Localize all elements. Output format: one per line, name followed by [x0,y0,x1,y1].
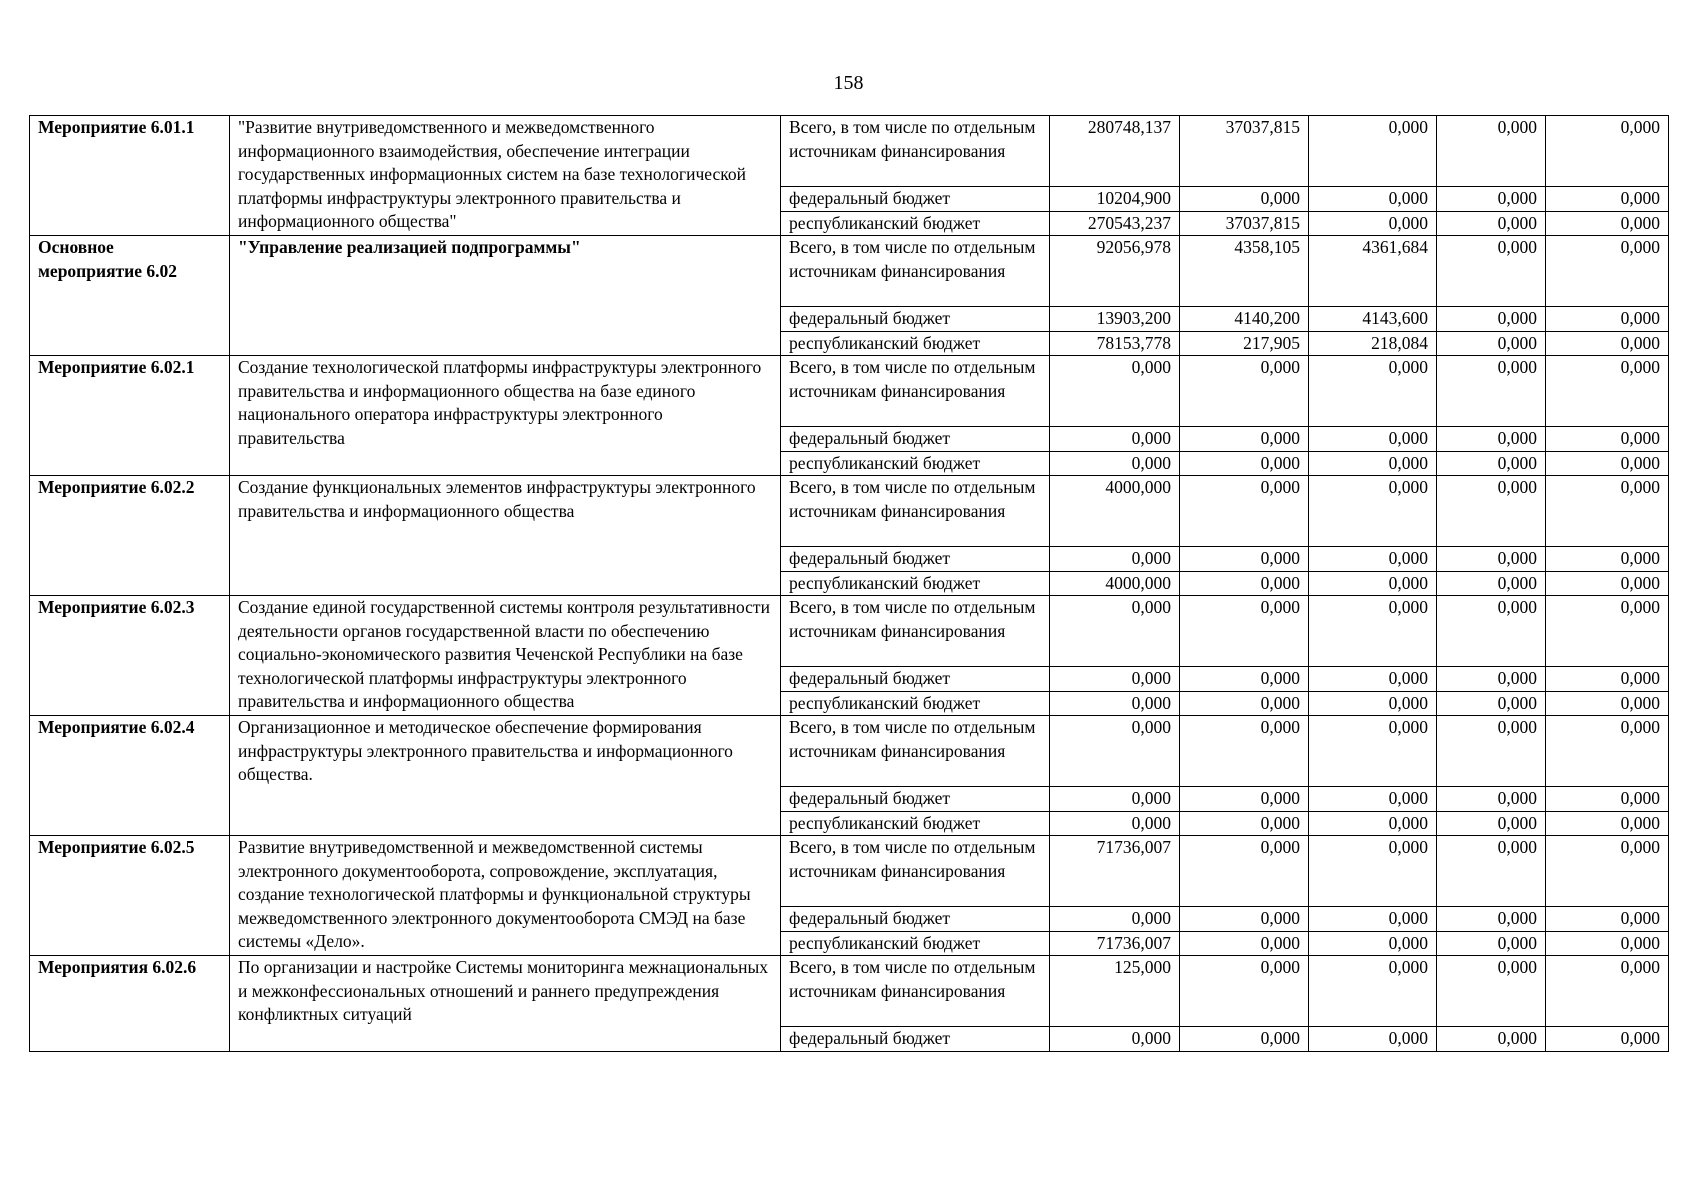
amount-cell: 78153,778 [1050,331,1180,356]
amount-cell: 0,000 [1309,476,1437,547]
funding-source: Всего, в том числе по отдельным источникам финансирования [781,596,1050,667]
amount-cell: 0,000 [1546,331,1669,356]
amount-cell: 0,000 [1050,787,1180,812]
amount-cell: 0,000 [1437,571,1546,596]
funding-source: республиканский бюджет [781,931,1050,956]
amount-cell: 0,000 [1437,547,1546,572]
amount-cell: 0,000 [1309,691,1437,716]
funding-source: республиканский бюджет [781,211,1050,236]
amount-cell: 0,000 [1546,476,1669,547]
amount-cell: 0,000 [1180,836,1309,907]
amount-cell: 0,000 [1050,356,1180,427]
amount-cell: 0,000 [1309,956,1437,1027]
amount-cell: 0,000 [1309,811,1437,836]
amount-cell: 0,000 [1546,211,1669,236]
amount-cell: 0,000 [1437,451,1546,476]
amount-cell: 0,000 [1180,716,1309,787]
amount-cell: 0,000 [1437,356,1546,427]
amount-cell: 0,000 [1309,356,1437,427]
amount-cell: 0,000 [1546,907,1669,932]
funding-source: федеральный бюджет [781,547,1050,572]
table-row [30,836,1669,907]
amount-cell: 4140,200 [1180,307,1309,332]
amount-cell: 0,000 [1050,716,1180,787]
amount-cell: 0,000 [1180,427,1309,452]
amount-cell: 92056,978 [1050,236,1180,307]
amount-cell: 0,000 [1546,451,1669,476]
amount-cell: 0,000 [1437,427,1546,452]
amount-cell: 0,000 [1050,547,1180,572]
amount-cell: 0,000 [1050,691,1180,716]
amount-cell: 0,000 [1309,116,1437,187]
amount-cell: 0,000 [1180,931,1309,956]
amount-cell: 280748,137 [1050,116,1180,187]
amount-cell: 0,000 [1050,811,1180,836]
amount-cell: 0,000 [1437,907,1546,932]
amount-cell: 0,000 [1437,307,1546,332]
amount-cell: 0,000 [1050,427,1180,452]
activity-code: Мероприятие 6.02.4 [30,716,230,836]
table-row [30,596,1669,667]
funding-source: Всего, в том числе по отдельным источникам финансирования [781,836,1050,907]
amount-cell: 0,000 [1437,667,1546,692]
amount-cell: 0,000 [1437,236,1546,307]
amount-cell: 0,000 [1546,547,1669,572]
activity-code: Основное мероприятие 6.02 [30,236,230,356]
funding-source: федеральный бюджет [781,307,1050,332]
amount-cell: 0,000 [1437,787,1546,812]
activity-name: Организационное и методическое обеспечение формирования инфраструктуры электронного правительства и информационного общества. [230,716,781,836]
amount-cell: 0,000 [1180,956,1309,1027]
funding-source: Всего, в том числе по отдельным источникам финансирования [781,956,1050,1027]
amount-cell: 0,000 [1546,787,1669,812]
amount-cell: 0,000 [1546,356,1669,427]
amount-cell: 0,000 [1180,811,1309,836]
amount-cell: 13903,200 [1050,307,1180,332]
amount-cell: 4358,105 [1180,236,1309,307]
funding-source: Всего, в том числе по отдельным источникам финансирования [781,236,1050,307]
amount-cell: 0,000 [1180,451,1309,476]
amount-cell: 0,000 [1546,667,1669,692]
amount-cell: 0,000 [1437,931,1546,956]
funding-source: Всего, в том числе по отдельным источникам финансирования [781,356,1050,427]
amount-cell: 37037,815 [1180,116,1309,187]
amount-cell: 0,000 [1309,716,1437,787]
amount-cell: 37037,815 [1180,211,1309,236]
table-row [30,116,1669,187]
amount-cell: 0,000 [1180,476,1309,547]
funding-source: республиканский бюджет [781,691,1050,716]
amount-cell: 0,000 [1437,956,1546,1027]
amount-cell: 0,000 [1180,596,1309,667]
amount-cell: 0,000 [1180,691,1309,716]
amount-cell: 0,000 [1180,356,1309,427]
funding-source: республиканский бюджет [781,571,1050,596]
activity-name: "Развитие внутриведомственного и межведомственного информационного взаимодействия, обеспечение интеграции государственных информационных систем на базе технологической платформы инфраструктуры электронного правительства и информационного общества" [230,116,781,236]
amount-cell: 0,000 [1437,1027,1546,1052]
funding-source: федеральный бюджет [781,187,1050,212]
funding-source: республиканский бюджет [781,331,1050,356]
activity-name: Создание единой государственной системы контроля результативности деятельности органов государственной власти по обеспечению социально-экономического развития Чеченской Республики на базе технологической платформы инфраструктуры электронного правительства и информационного общества [230,596,781,716]
amount-cell: 0,000 [1437,211,1546,236]
amount-cell: 0,000 [1309,836,1437,907]
amount-cell: 0,000 [1050,907,1180,932]
amount-cell: 0,000 [1309,787,1437,812]
amount-cell: 0,000 [1180,907,1309,932]
funding-source: федеральный бюджет [781,907,1050,932]
activity-name: Развитие внутриведомственной и межведомственной системы электронного документооборота, сопровождение, эксплуатация, создание технологической платформы и функциональной структуры межведомственного электронного документооборота СМЭД на базе системы «Дело». [230,836,781,956]
amount-cell: 0,000 [1309,931,1437,956]
table-row [30,236,1669,307]
amount-cell: 217,905 [1180,331,1309,356]
amount-cell: 0,000 [1437,596,1546,667]
amount-cell: 0,000 [1309,187,1437,212]
amount-cell: 0,000 [1309,596,1437,667]
table-row [30,956,1669,1027]
amount-cell: 218,084 [1309,331,1437,356]
amount-cell: 71736,007 [1050,836,1180,907]
amount-cell: 270543,237 [1050,211,1180,236]
amount-cell: 0,000 [1546,1027,1669,1052]
table-row [30,716,1669,787]
page-number: 158 [833,72,864,94]
activity-code: Мероприятие 6.02.5 [30,836,230,956]
amount-cell: 0,000 [1546,596,1669,667]
amount-cell: 4143,600 [1309,307,1437,332]
amount-cell: 0,000 [1309,667,1437,692]
amount-cell: 0,000 [1546,187,1669,212]
amount-cell: 4000,000 [1050,571,1180,596]
amount-cell: 0,000 [1309,211,1437,236]
amount-cell: 0,000 [1437,836,1546,907]
amount-cell: 0,000 [1546,836,1669,907]
funding-source: республиканский бюджет [781,451,1050,476]
amount-cell: 0,000 [1546,811,1669,836]
activity-code: Мероприятия 6.02.6 [30,956,230,1052]
amount-cell: 0,000 [1437,691,1546,716]
amount-cell: 0,000 [1309,907,1437,932]
funding-source: федеральный бюджет [781,427,1050,452]
amount-cell: 0,000 [1437,716,1546,787]
table-row [30,476,1669,547]
activity-name: Создание функциональных элементов инфраструктуры электронного правительства и информационного общества [230,476,781,596]
activity-code: Мероприятие 6.02.2 [30,476,230,596]
amount-cell: 0,000 [1437,476,1546,547]
funding-source: федеральный бюджет [781,1027,1050,1052]
funding-source: Всего, в том числе по отдельным источникам финансирования [781,476,1050,547]
funding-source: федеральный бюджет [781,787,1050,812]
amount-cell: 0,000 [1180,547,1309,572]
amount-cell: 0,000 [1050,667,1180,692]
amount-cell: 0,000 [1546,571,1669,596]
funding-source: Всего, в том числе по отдельным источникам финансирования [781,116,1050,187]
amount-cell: 0,000 [1309,451,1437,476]
amount-cell: 71736,007 [1050,931,1180,956]
amount-cell: 0,000 [1546,716,1669,787]
activity-code: Мероприятие 6.02.3 [30,596,230,716]
amount-cell: 0,000 [1180,1027,1309,1052]
amount-cell: 4000,000 [1050,476,1180,547]
amount-cell: 125,000 [1050,956,1180,1027]
amount-cell: 0,000 [1546,116,1669,187]
amount-cell: 0,000 [1546,931,1669,956]
amount-cell: 0,000 [1309,547,1437,572]
funding-source: Всего, в том числе по отдельным источникам финансирования [781,716,1050,787]
amount-cell: 4361,684 [1309,236,1437,307]
amount-cell: 0,000 [1309,427,1437,452]
activity-code: Мероприятие 6.02.1 [30,356,230,476]
amount-cell: 0,000 [1309,571,1437,596]
amount-cell: 0,000 [1180,667,1309,692]
table-row [30,356,1669,427]
amount-cell: 10204,900 [1050,187,1180,212]
amount-cell: 0,000 [1546,236,1669,307]
activity-name: Создание технологической платформы инфраструктуры электронного правительства и информационного общества на базе единого национального оператора инфраструктуры электронного правительства [230,356,781,476]
activity-name: По организации и настройке Системы мониторинга межнациональных и межконфессиональных отношений и раннего предупреждения конфликтных ситуаций [230,956,781,1052]
activity-code: Мероприятие 6.01.1 [30,116,230,236]
amount-cell: 0,000 [1546,307,1669,332]
activity-name: "Управление реализацией подпрограммы" [230,236,781,356]
amount-cell: 0,000 [1437,116,1546,187]
amount-cell: 0,000 [1050,596,1180,667]
amount-cell: 0,000 [1050,1027,1180,1052]
amount-cell: 0,000 [1546,956,1669,1027]
amount-cell: 0,000 [1546,427,1669,452]
budget-table [29,115,1669,1052]
amount-cell: 0,000 [1437,331,1546,356]
funding-source: федеральный бюджет [781,667,1050,692]
amount-cell: 0,000 [1180,787,1309,812]
amount-cell: 0,000 [1309,1027,1437,1052]
funding-source: республиканский бюджет [781,811,1050,836]
amount-cell: 0,000 [1437,187,1546,212]
amount-cell: 0,000 [1180,571,1309,596]
amount-cell: 0,000 [1050,451,1180,476]
amount-cell: 0,000 [1437,811,1546,836]
amount-cell: 0,000 [1546,691,1669,716]
amount-cell: 0,000 [1180,187,1309,212]
